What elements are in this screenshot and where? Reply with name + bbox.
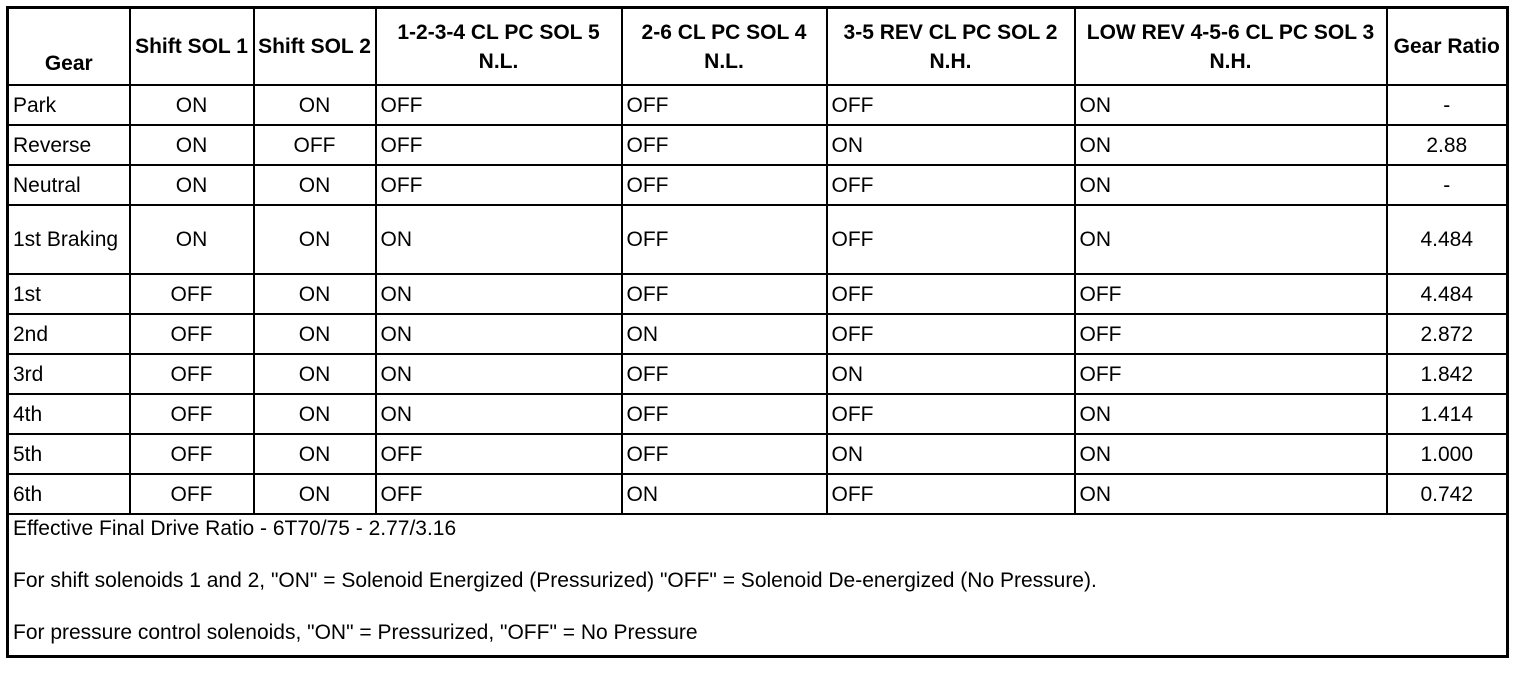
cell-gear-ratio: -	[1387, 85, 1508, 125]
cell-sol-2: OFF	[827, 474, 1075, 514]
cell-sol-5: ON	[376, 274, 622, 314]
cell-gear: Neutral	[8, 165, 130, 205]
table-row	[8, 394, 1508, 434]
notes-cell	[8, 514, 1508, 657]
header-1234-cl-pc-sol-5: 1-2-3-4 CL PC SOL 5 N.L.	[376, 8, 622, 86]
cell-gear-ratio: 2.88	[1387, 125, 1508, 165]
cell-sol-2: OFF	[827, 85, 1075, 125]
notes-row	[8, 514, 1508, 657]
cell-gear: 1st	[8, 274, 130, 314]
cell-sol-4: OFF	[622, 394, 827, 434]
cell-shift-sol-2: ON	[254, 274, 376, 314]
cell-gear-ratio: 1.000	[1387, 434, 1508, 474]
cell-gear-ratio: 4.484	[1387, 205, 1508, 274]
cell-sol-3: ON	[1075, 474, 1387, 514]
cell-gear-ratio: 2.872	[1387, 314, 1508, 354]
cell-sol-2: OFF	[827, 394, 1075, 434]
cell-gear: Park	[8, 85, 130, 125]
cell-sol-5: OFF	[376, 434, 622, 474]
note-pressure-control-solenoids: For pressure control solenoids, "ON" = Pressurized, "OFF" = No Pressure	[13, 621, 698, 644]
cell-shift-sol-1: ON	[130, 125, 254, 165]
cell-sol-3: ON	[1075, 394, 1387, 434]
table-row	[8, 474, 1508, 514]
header-26-cl-pc-sol-4: 2-6 CL PC SOL 4 N.L.	[622, 8, 827, 86]
cell-shift-sol-1: ON	[130, 85, 254, 125]
solenoid-application-table	[6, 6, 1509, 658]
cell-sol-5: ON	[376, 314, 622, 354]
cell-shift-sol-1: OFF	[130, 434, 254, 474]
note-final-drive-ratio: Effective Final Drive Ratio - 6T70/75 - 2.77/3.16	[13, 517, 457, 540]
cell-shift-sol-2: ON	[254, 434, 376, 474]
table-row	[8, 314, 1508, 354]
header-low-rev-456-cl-pc-sol-3: LOW REV 4-5-6 CL PC SOL 3 N.H.	[1075, 8, 1387, 86]
table-row	[8, 165, 1508, 205]
table-row	[8, 274, 1508, 314]
cell-gear: 6th	[8, 474, 130, 514]
cell-sol-2: OFF	[827, 314, 1075, 354]
cell-shift-sol-1: OFF	[130, 274, 254, 314]
cell-shift-sol-1: OFF	[130, 394, 254, 434]
cell-gear-ratio: 1.414	[1387, 394, 1508, 434]
cell-sol-3: ON	[1075, 85, 1387, 125]
cell-sol-5: OFF	[376, 85, 622, 125]
cell-gear: 5th	[8, 434, 130, 474]
cell-sol-5: ON	[376, 354, 622, 394]
cell-sol-4: OFF	[622, 125, 827, 165]
cell-sol-3: OFF	[1075, 274, 1387, 314]
cell-gear: 3rd	[8, 354, 130, 394]
cell-shift-sol-2: ON	[254, 354, 376, 394]
cell-sol-5: ON	[376, 394, 622, 434]
table-row	[8, 205, 1508, 274]
cell-sol-4: OFF	[622, 85, 827, 125]
cell-shift-sol-2: OFF	[254, 125, 376, 165]
header-gear: Gear	[8, 8, 130, 86]
cell-sol-3: OFF	[1075, 354, 1387, 394]
cell-sol-3: ON	[1075, 125, 1387, 165]
cell-shift-sol-1: OFF	[130, 354, 254, 394]
cell-sol-2: ON	[827, 354, 1075, 394]
cell-shift-sol-2: ON	[254, 85, 376, 125]
table-row	[8, 85, 1508, 125]
cell-sol-2: OFF	[827, 165, 1075, 205]
cell-sol-4: OFF	[622, 205, 827, 274]
cell-gear: 2nd	[8, 314, 130, 354]
cell-gear: Reverse	[8, 125, 130, 165]
cell-sol-5: ON	[376, 205, 622, 274]
cell-gear: 1st Braking	[8, 205, 130, 274]
cell-gear-ratio: 1.842	[1387, 354, 1508, 394]
cell-shift-sol-2: ON	[254, 474, 376, 514]
cell-shift-sol-1: OFF	[130, 474, 254, 514]
cell-shift-sol-2: ON	[254, 165, 376, 205]
cell-sol-2: ON	[827, 434, 1075, 474]
note-shift-solenoids: For shift solenoids 1 and 2, "ON" = Solenoid Energized (Pressurized) "OFF" = Solenoid De-energized (No Pressure).	[13, 569, 1097, 592]
header-gear-ratio: Gear Ratio	[1387, 8, 1508, 86]
cell-sol-2: OFF	[827, 205, 1075, 274]
cell-sol-4: OFF	[622, 354, 827, 394]
header-shift-sol-1: Shift SOL 1	[130, 8, 254, 86]
cell-shift-sol-1: OFF	[130, 314, 254, 354]
cell-shift-sol-1: ON	[130, 165, 254, 205]
table-row	[8, 434, 1508, 474]
table-body	[8, 85, 1508, 657]
cell-gear-ratio: -	[1387, 165, 1508, 205]
header-35-rev-cl-pc-sol-2: 3-5 REV CL PC SOL 2 N.H.	[827, 8, 1075, 86]
cell-sol-4: ON	[622, 314, 827, 354]
cell-gear-ratio: 0.742	[1387, 474, 1508, 514]
cell-sol-3: ON	[1075, 165, 1387, 205]
cell-sol-3: OFF	[1075, 314, 1387, 354]
cell-sol-3: ON	[1075, 434, 1387, 474]
table-row	[8, 354, 1508, 394]
cell-sol-4: OFF	[622, 165, 827, 205]
cell-gear: 4th	[8, 394, 130, 434]
table-row	[8, 125, 1508, 165]
cell-sol-2: OFF	[827, 274, 1075, 314]
cell-shift-sol-2: ON	[254, 314, 376, 354]
cell-sol-5: OFF	[376, 474, 622, 514]
cell-sol-5: OFF	[376, 165, 622, 205]
header-row	[8, 8, 1508, 86]
cell-sol-3: ON	[1075, 205, 1387, 274]
cell-shift-sol-2: ON	[254, 205, 376, 274]
cell-sol-2: ON	[827, 125, 1075, 165]
cell-sol-4: OFF	[622, 274, 827, 314]
cell-sol-4: OFF	[622, 434, 827, 474]
cell-sol-4: ON	[622, 474, 827, 514]
header-shift-sol-2: Shift SOL 2	[254, 8, 376, 86]
cell-shift-sol-2: ON	[254, 394, 376, 434]
cell-sol-5: OFF	[376, 125, 622, 165]
cell-shift-sol-1: ON	[130, 205, 254, 274]
cell-gear-ratio: 4.484	[1387, 274, 1508, 314]
